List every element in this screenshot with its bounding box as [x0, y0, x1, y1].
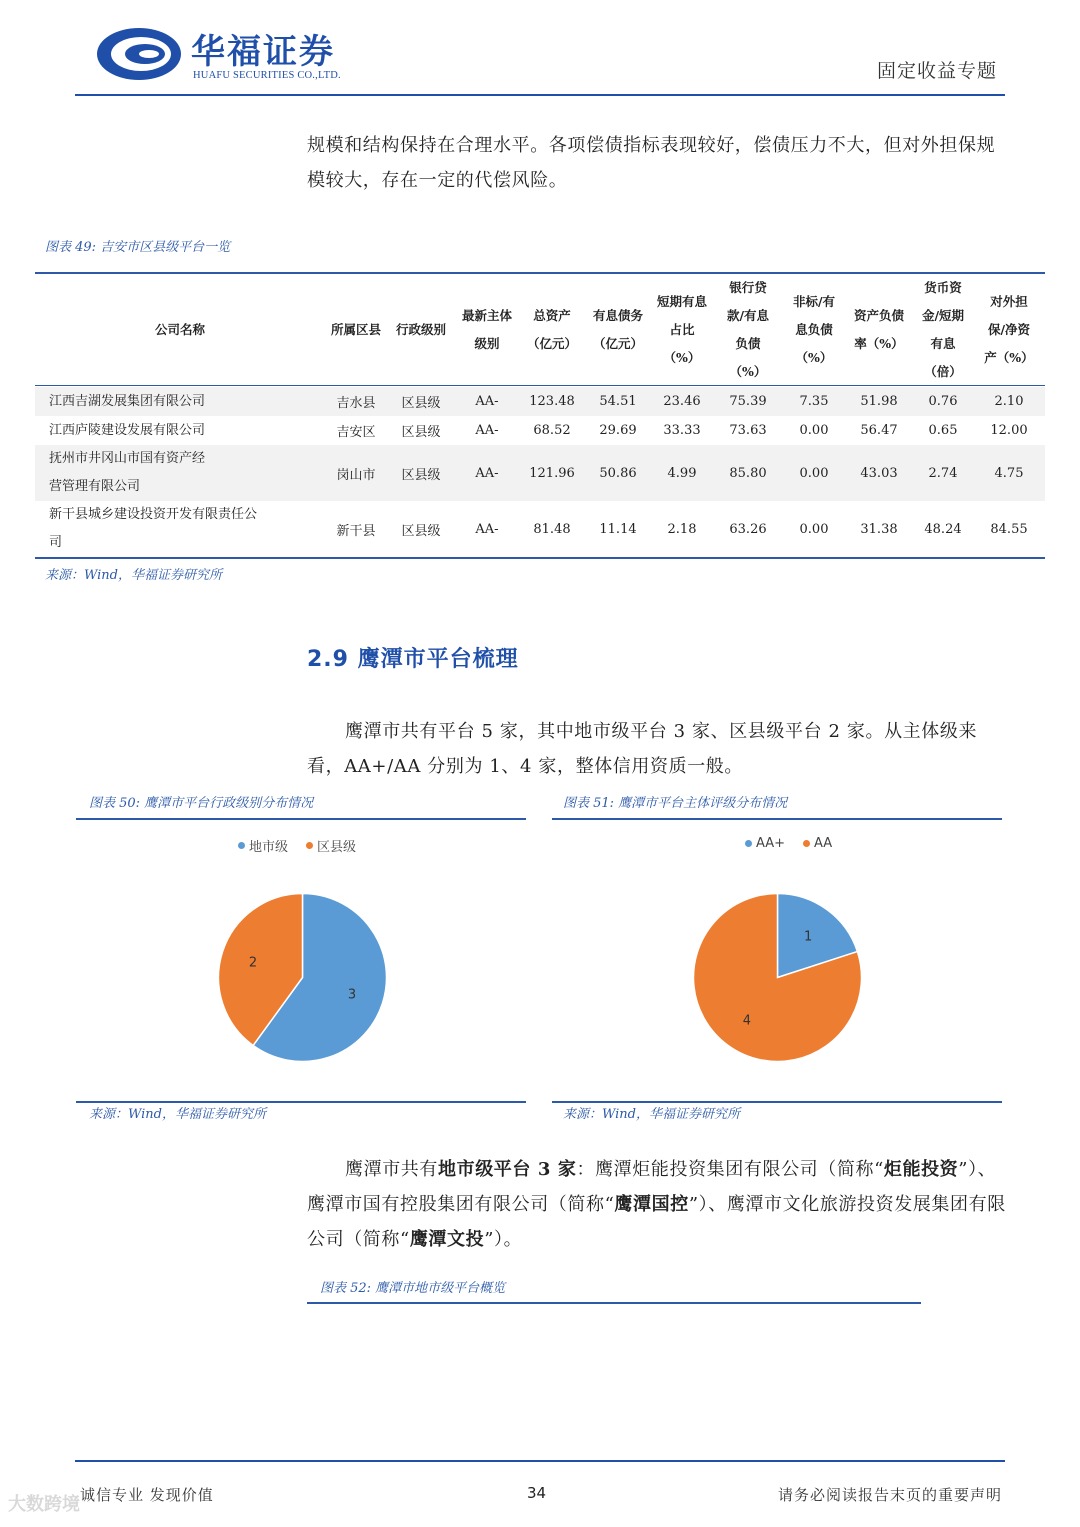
table49-header-cell: 所属区县: [330, 322, 381, 337]
table-cell: 29.69: [599, 423, 637, 438]
legend-item: [803, 836, 832, 851]
table49-bottom-rule: [35, 557, 1045, 559]
table-cell: 抚州市井冈山市国有资产经营管理有限公司: [49, 451, 206, 494]
table-cell: 江西庐陵建设发展有限公司: [49, 422, 206, 438]
logo-mark-icon: [95, 26, 183, 82]
table-cell: 33.33: [663, 423, 701, 438]
table-cell: 区县级: [401, 523, 441, 539]
table-cell: 12.00: [990, 423, 1028, 438]
page-header: [75, 20, 1005, 96]
table-cell: 56.47: [860, 423, 898, 438]
legend-item: [238, 836, 288, 855]
chart51-legend: [745, 836, 832, 851]
table-cell: 43.03: [860, 465, 898, 481]
table-cell: 51.98: [860, 394, 898, 409]
table49-header-cell: 总资产（亿元）: [526, 308, 577, 351]
pie-data-label: 2: [248, 955, 258, 971]
chart50-legend: [238, 836, 356, 855]
legend-label: AA: [814, 836, 833, 851]
legend-label: 地市级: [249, 840, 289, 855]
table-cell: 2.74: [928, 465, 958, 481]
table-cell: 新干县: [336, 523, 376, 539]
table-row: [35, 445, 1045, 501]
table-row: [35, 416, 1045, 445]
legend-label: AA+: [756, 836, 786, 851]
table-cell: 50.86: [599, 465, 637, 481]
platforms-paragraph: [307, 1152, 1007, 1257]
company-logo: [95, 24, 435, 86]
table49-header-cell: 非标/有息负债（%）: [792, 294, 836, 365]
table49-header-cell: 银行贷款/有息负债（%）: [726, 280, 770, 379]
table-cell: 2.18: [667, 521, 697, 537]
bold-run: 地市级平台 3 家: [438, 1159, 577, 1180]
intro-paragraph: 规模和结构保持在合理水平。各项偿债指标表现较好，偿债压力不大，但对外担保规模较大，存在一定的代偿风险。: [307, 135, 996, 191]
table-cell: 63.26: [729, 521, 767, 537]
chart51-pie: [685, 885, 870, 1070]
table-cell: 11.14: [599, 521, 637, 537]
table-cell: 23.46: [663, 394, 701, 409]
table-cell: 0.00: [799, 465, 829, 481]
table49-header-cell: 短期有息占比（%）: [656, 294, 707, 365]
page-number: 34: [527, 1484, 547, 1502]
text-run: ”）、鹰潭市文化旅游投资发展集团有限公司（简称“: [307, 1194, 1006, 1250]
table-cell: 0.65: [928, 423, 958, 438]
chart50-top-rule: [76, 818, 526, 820]
legend-label: 区县级: [317, 840, 357, 855]
bold-run: 鹰潭国控: [614, 1194, 689, 1215]
brand-name-cn: 华福证券: [191, 32, 335, 72]
table-cell: AA-: [475, 423, 499, 438]
table49-header-cell: 行政级别: [395, 322, 446, 337]
table-cell: 73.63: [729, 423, 767, 438]
table49-source: 来源：Wind，华福证券研究所: [45, 568, 222, 583]
table52-caption: 图表 52: 鹰潭市地市级平台概览: [320, 1281, 506, 1296]
pie-data-label: 4: [742, 1013, 752, 1029]
table49-header-cell: 对外担保/净资产（%）: [984, 294, 1034, 365]
section-paragraph: 鹰潭市共有平台 5 家，其中地市级平台 3 家、区县级平台 2 家。从主体级来看，AA+/AA 分别为 1、4 家，整体信用资质一般。: [307, 721, 978, 777]
table-cell: 75.39: [729, 394, 767, 409]
table-row: [35, 387, 1045, 416]
table-cell: 吉安区: [336, 425, 376, 440]
table-row: [35, 501, 1045, 557]
legend-item: [745, 836, 785, 851]
table-cell: 48.24: [924, 521, 962, 537]
table-cell: 4.75: [994, 465, 1024, 481]
legend-swatch: [306, 842, 313, 849]
chart51-caption: 图表 51: 鹰潭市平台主体评级分布情况: [563, 796, 788, 811]
table-cell: AA-: [475, 465, 499, 481]
table-cell: 121.96: [529, 465, 575, 481]
table49-header-cell: 货币资金/短期有息（倍）: [921, 280, 965, 379]
table-cell: 81.48: [533, 521, 571, 537]
chart51-source: 来源：Wind，华福证券研究所: [563, 1107, 740, 1122]
table-cell: 4.99: [667, 465, 697, 481]
table49-header-cell: 资产负债率（%）: [853, 308, 904, 351]
report-section-label: 固定收益专题: [876, 60, 997, 82]
table-cell: 区县级: [401, 467, 441, 483]
table52-top-rule: [307, 1302, 921, 1304]
table-cell: 岗山市: [336, 467, 376, 483]
text-run: 鹰潭市共有: [345, 1159, 438, 1180]
table49-header-cell: 公司名称: [154, 322, 205, 337]
table-cell: 江西吉湖发展集团有限公司: [49, 393, 206, 409]
chart51-top-rule: [552, 818, 1002, 820]
footer-disclaimer: 请务必阅读报告末页的重要声明: [777, 1486, 1002, 1504]
table-cell: 0.00: [799, 521, 829, 537]
table-cell: 2.10: [994, 394, 1024, 409]
table-cell: 吉水县: [336, 396, 376, 411]
footer-slogan: 诚信专业 发现价值: [80, 1486, 214, 1504]
table-cell: 区县级: [401, 396, 441, 411]
pie-data-label: 3: [347, 987, 357, 1003]
legend-swatch: [745, 840, 752, 847]
table-cell: 0.76: [928, 394, 958, 409]
legend-swatch: [803, 840, 810, 847]
table49-header-cell: 有息债务（亿元）: [592, 308, 643, 351]
table-cell: 85.80: [729, 465, 767, 481]
watermark: 大数跨境: [8, 1494, 80, 1515]
bold-run: 鹰潭文投: [409, 1229, 485, 1250]
text-run: ”）、鹰潭市国有控股集团有限公司（简称“: [307, 1159, 997, 1215]
chart50-source: 来源：Wind，华福证券研究所: [89, 1107, 266, 1122]
section-heading: 2.9 鹰潭市平台梳理: [307, 647, 519, 672]
table-cell: 123.48: [529, 394, 575, 409]
pie-data-label: 1: [803, 929, 813, 945]
table49-caption: 图表 49: 吉安市区县级平台一览: [45, 240, 231, 255]
table-cell: 0.00: [799, 423, 829, 438]
text-run: ”）。: [484, 1229, 523, 1250]
table-cell: 84.55: [990, 521, 1028, 537]
chart50-caption: 图表 50: 鹰潭市平台行政级别分布情况: [89, 796, 314, 811]
table-cell: 31.38: [860, 521, 898, 537]
table-cell: 7.35: [799, 394, 829, 409]
table-cell: 新干县城乡建设投资开发有限责任公司: [49, 507, 258, 550]
table-cell: 区县级: [401, 425, 441, 440]
legend-swatch: [238, 842, 245, 849]
chart50-pie: [210, 885, 395, 1070]
table-cell: AA-: [475, 394, 499, 409]
table-cell: 54.51: [599, 394, 637, 409]
table49-header-row: [35, 274, 1045, 386]
table-cell: 68.52: [533, 423, 571, 438]
table-cell: AA-: [475, 521, 499, 537]
table49-header-cell: 最新主体级别: [461, 308, 512, 351]
text-run: ：鹰潭炬能投资集团有限公司（简称“: [576, 1159, 884, 1180]
legend-item: [306, 836, 356, 855]
bold-run: 炬能投资: [883, 1159, 959, 1180]
footer-rule: [75, 1460, 1005, 1462]
brand-name-en: HUAFU SECURITIES CO.,LTD.: [193, 70, 341, 81]
